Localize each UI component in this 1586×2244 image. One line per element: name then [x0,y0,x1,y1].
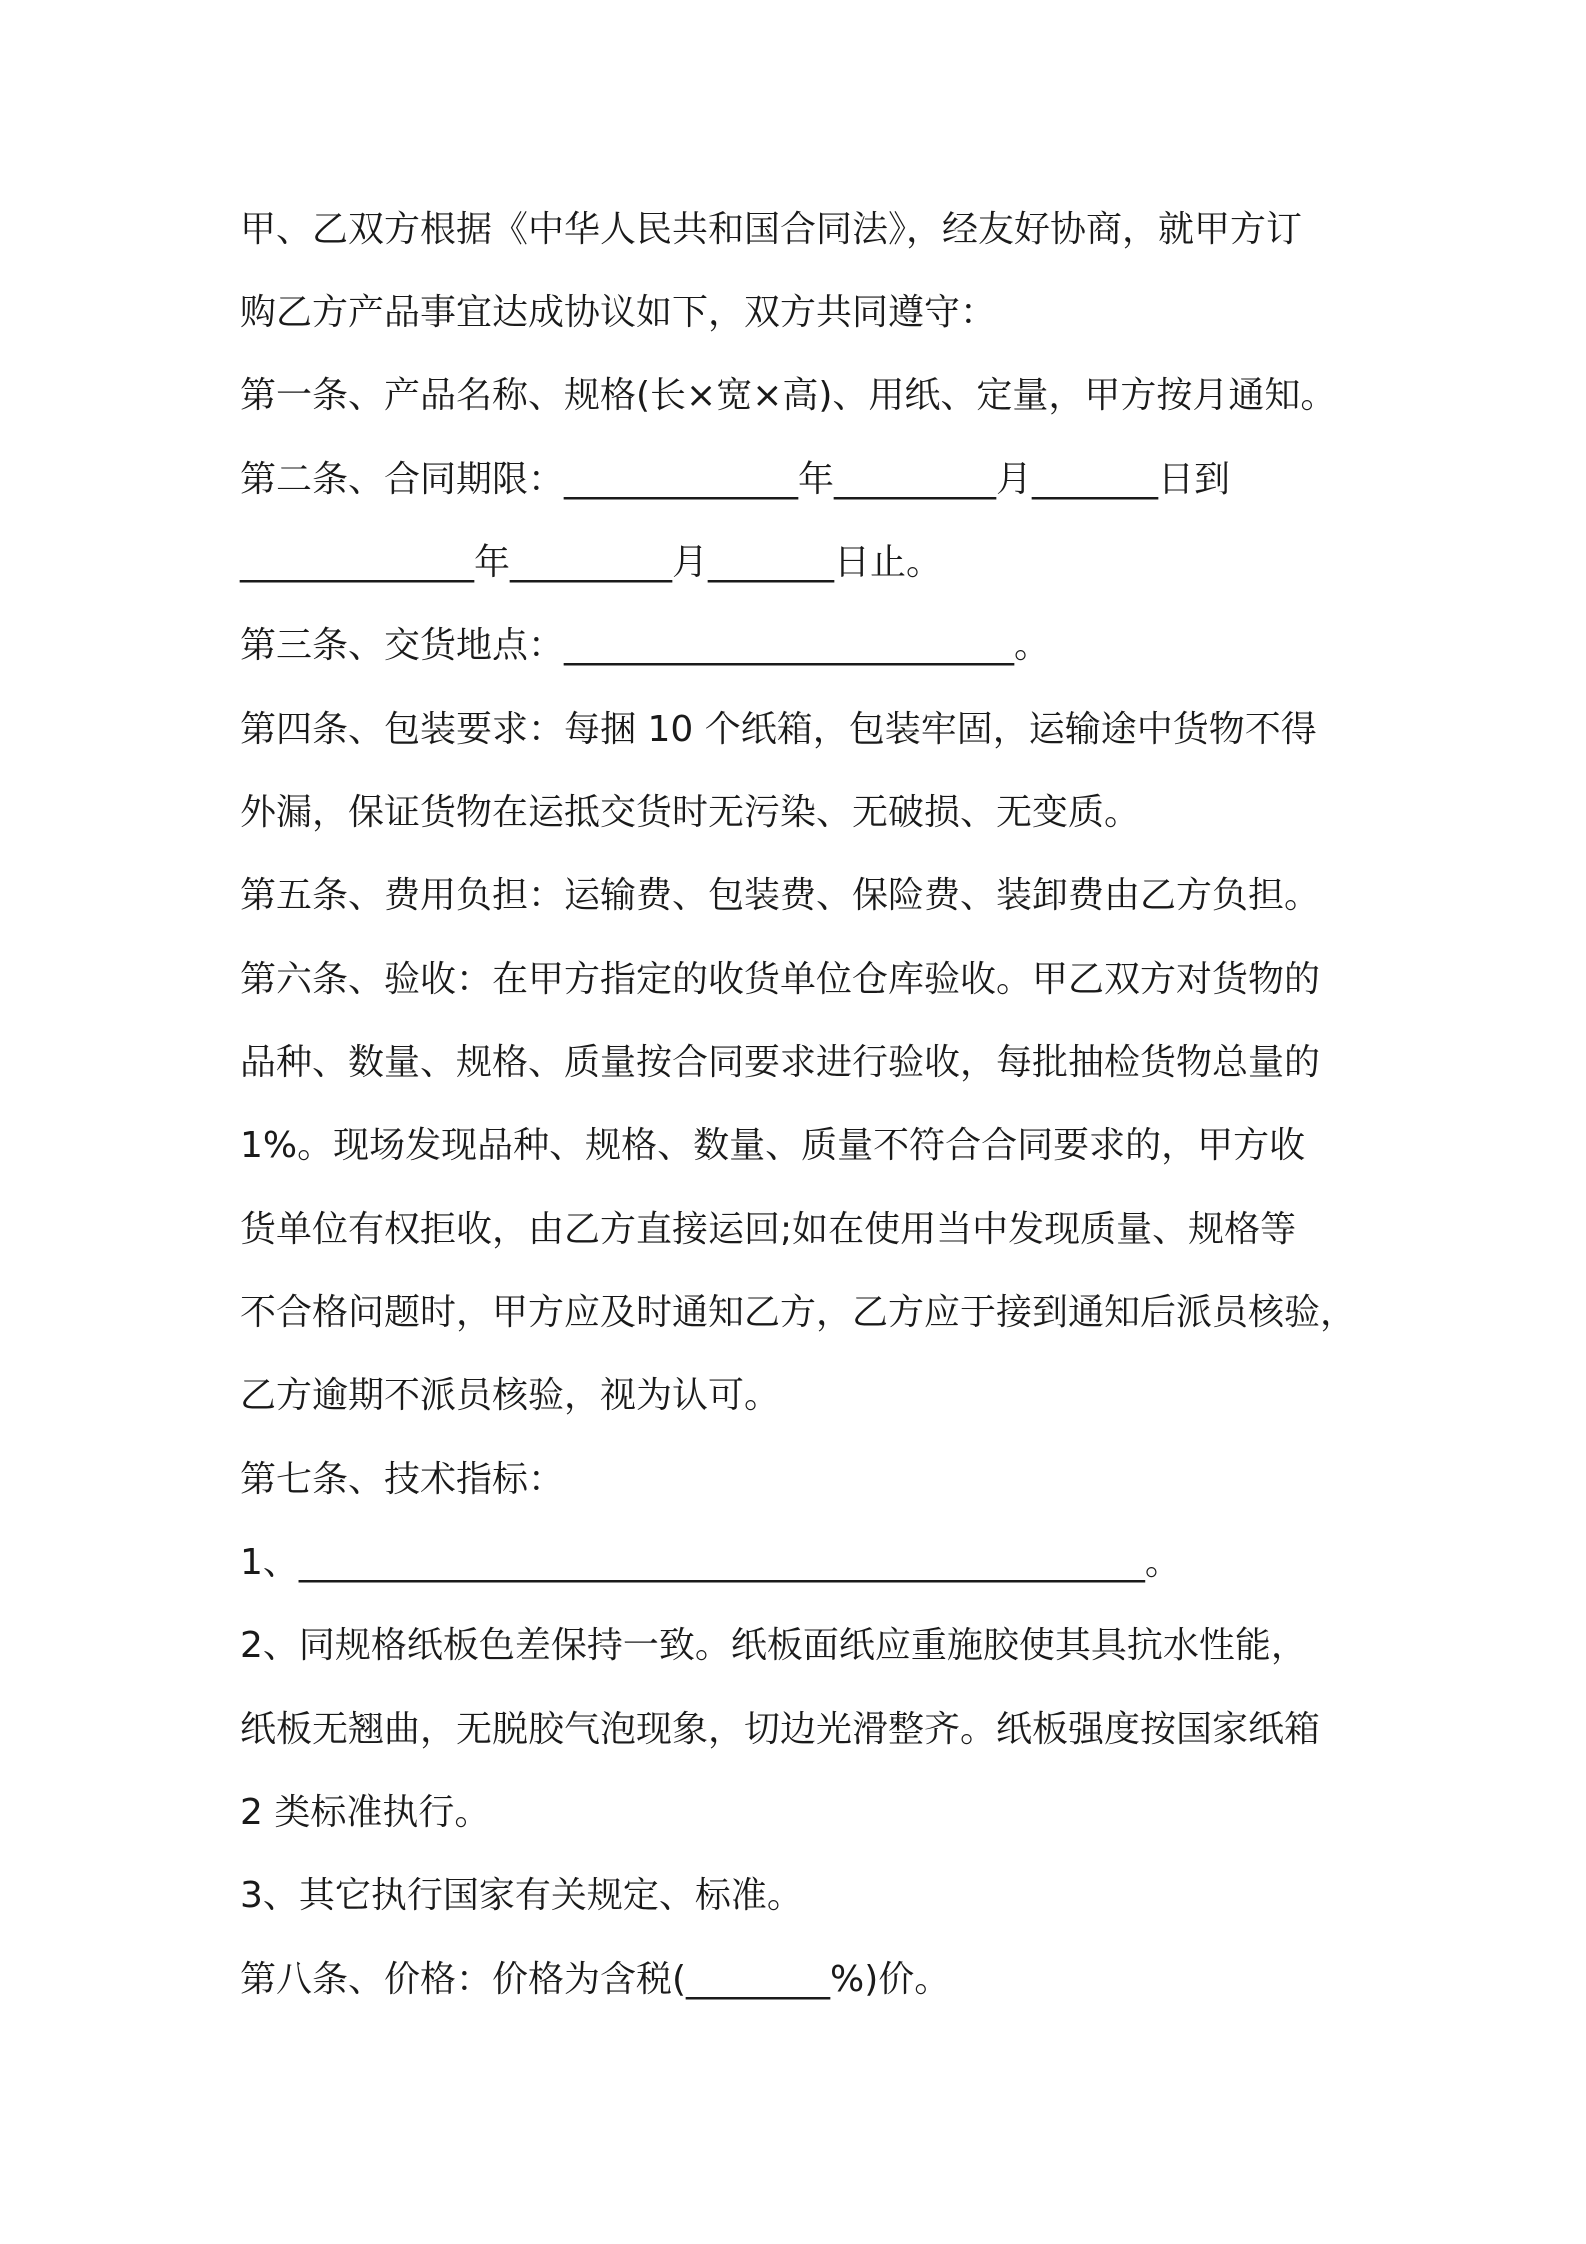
article-6-line-5: 不合格问题时，甲方应及时通知乙方，乙方应于接到通知后派员核验， [240,1292,1357,1333]
article-7-item-1: 1、_______________________________________________。 [240,1542,1181,1583]
article-5: 第五条、费用负担：运输费、包装费、保险费、装卸费由乙方负担。 [240,875,1321,916]
article-1: 第一条、产品名称、规格(长×宽×高)、用纸、定量，甲方按月通知。 [240,375,1337,416]
article-2-line-2: _____________年_________月_______日止。 [240,542,943,583]
article-6-line-6: 乙方逾期不派员核验，视为认可。 [240,1375,781,1416]
article-7-item-2-line-3: 2 类标准执行。 [240,1792,491,1833]
article-7-heading: 第七条、技术指标： [240,1459,565,1500]
article-6-line-3: 1%。现场发现品种、规格、数量、质量不符合合同要求的，甲方收 [240,1125,1306,1166]
article-4-line-2: 外漏，保证货物在运抵交货时无污染、无破损、无变质。 [240,792,1141,833]
article-8: 第八条、价格：价格为含税(________%)价。 [240,1959,951,2000]
article-3: 第三条、交货地点：_________________________。 [240,625,1051,666]
article-7-item-2-line-1: 2、同规格纸板色差保持一致。纸板面纸应重施胶使其具抗水性能， [240,1625,1307,1666]
article-4-line-1: 第四条、包装要求：每捆 10 个纸箱，包装牢固，运输途中货物不得 [240,709,1317,750]
preamble-line-1: 甲、乙双方根据《中华人民共和国合同法》，经友好协商，就甲方订 [240,209,1303,250]
preamble-line-2: 购乙方产品事宜达成协议如下，双方共同遵守： [240,292,997,333]
article-7-item-3: 3、其它执行国家有关规定、标准。 [240,1875,803,1916]
article-6-line-4: 货单位有权拒收，由乙方直接运回;如在使用当中发现质量、规格等 [240,1209,1297,1250]
article-2-line-1: 第二条、合同期限：_____________年_________月_______日到 [240,459,1231,500]
article-6-line-1: 第六条、验收：在甲方指定的收货单位仓库验收。甲乙双方对货物的 [240,959,1321,1000]
article-6-line-2: 品种、数量、规格、质量按合同要求进行验收，每批抽检货物总量的 [240,1042,1321,1083]
article-7-item-2-line-2: 纸板无翘曲，无脱胶气泡现象，切边光滑整齐。纸板强度按国家纸箱 [240,1709,1321,1750]
